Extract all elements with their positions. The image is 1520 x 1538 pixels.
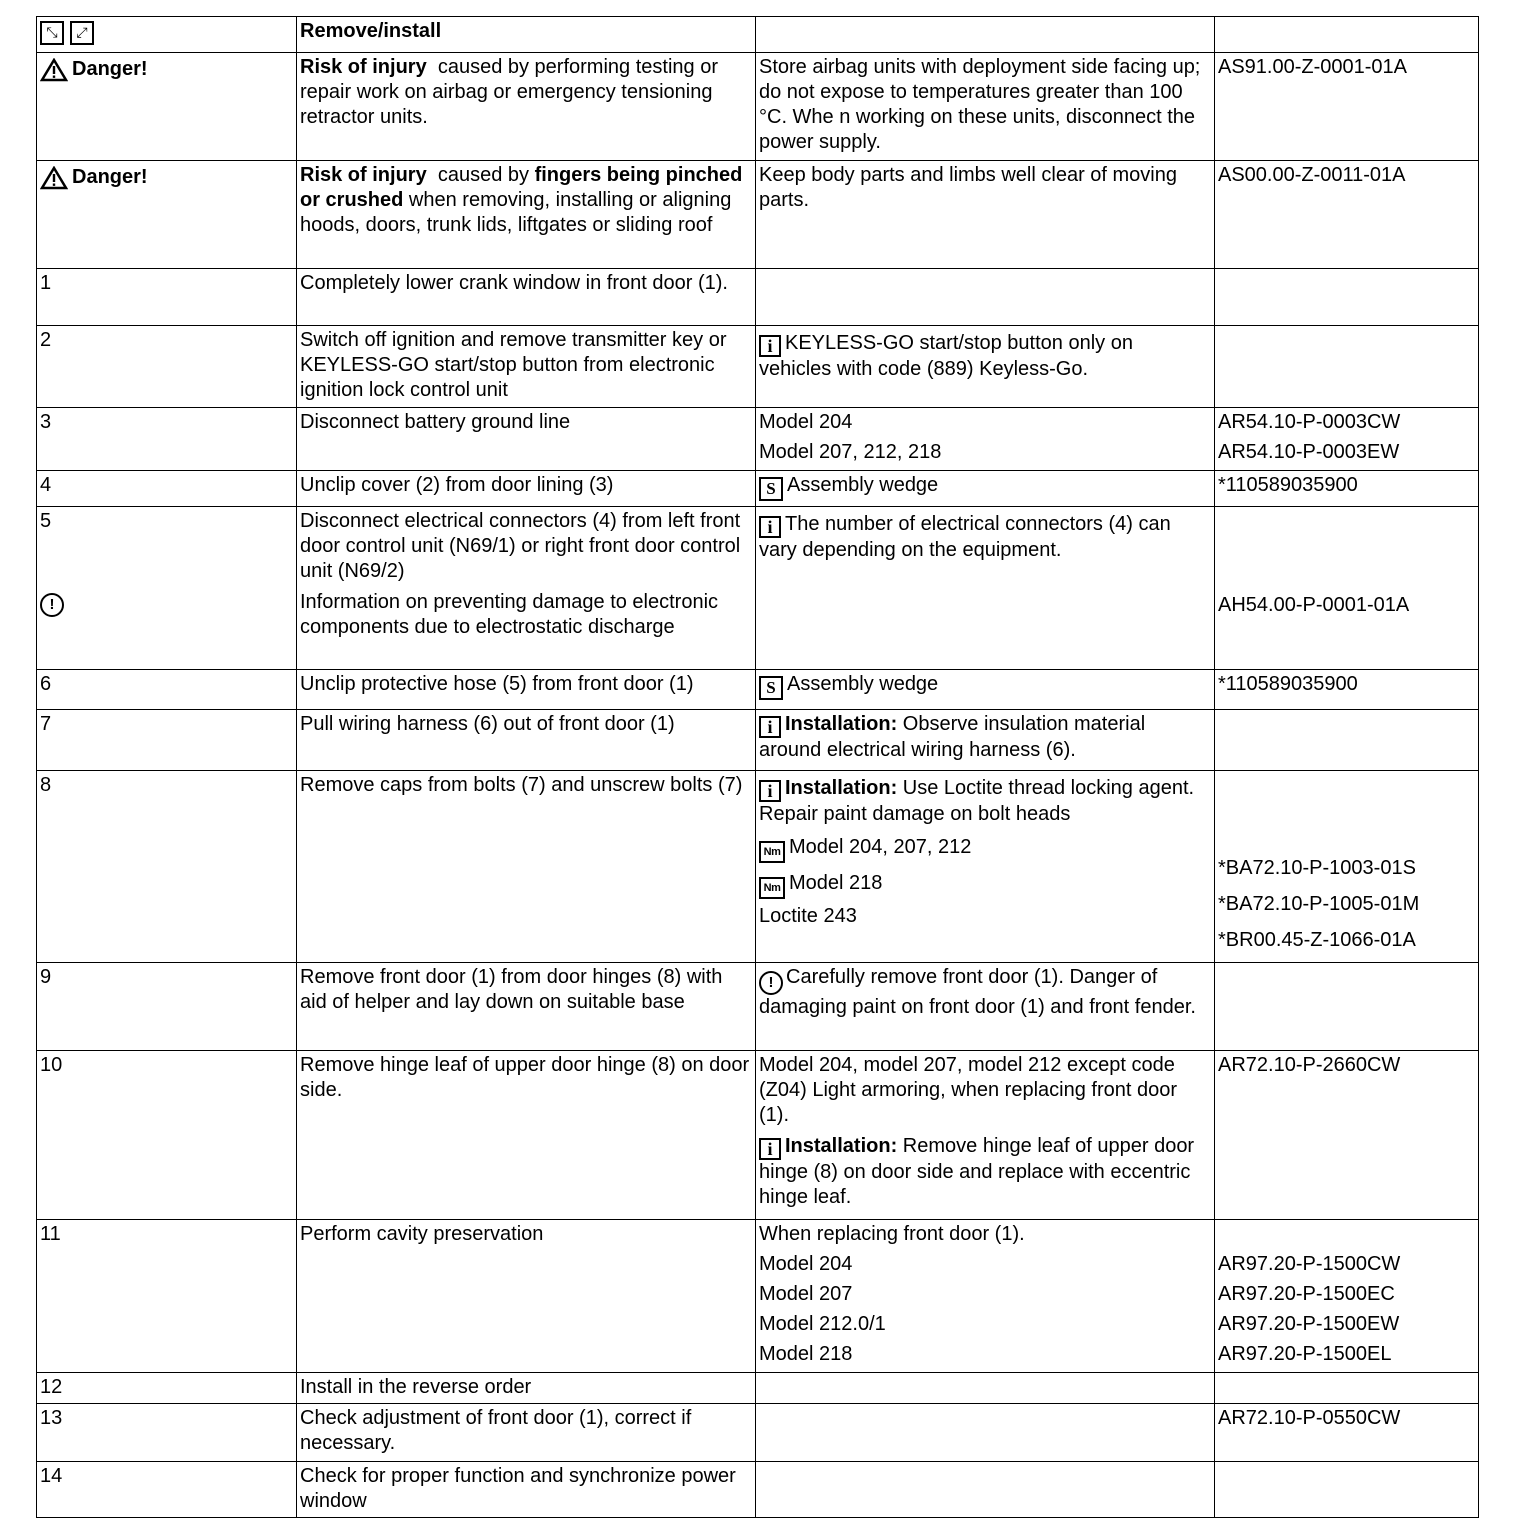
step-text: Unclip protective hose (5) from front door (1) [297, 670, 756, 710]
step-text: Remove front door (1) from door hinges (8) with aid of helper and lay down on suitable base [297, 963, 756, 1051]
danger-row-airbag [37, 53, 1479, 161]
ref-code: AR72.10-P-0550CW [1215, 1404, 1479, 1462]
step-num: 11 [37, 1220, 297, 1373]
assembly-wedge-icon: S [759, 477, 783, 501]
tool-note: Assembly wedge [787, 673, 939, 695]
ref-code: *BA72.10-P-1003-01S [1218, 857, 1416, 879]
step-row-1 [37, 269, 1479, 326]
step-note: The number of electrical connectors (4) can vary depending on the equipment. [759, 513, 1171, 561]
info-icon: i [759, 1138, 781, 1160]
installation-label: Installation: [785, 713, 898, 735]
info-icon: i [759, 516, 781, 538]
step-num: 2 [37, 326, 297, 408]
step-row-3 [37, 408, 1479, 471]
step-num: 6 [37, 670, 297, 710]
ref-code: *BR00.45-Z-1066-01A [1218, 929, 1416, 951]
torque-icon: Nm [759, 841, 785, 863]
model-note: Model 207, 212, 218 [759, 441, 942, 463]
danger-row-pinch [37, 161, 1479, 269]
ref-code: AR97.20-P-1500EW [1218, 1313, 1400, 1335]
torque-icon: Nm [759, 877, 785, 899]
step-num: 7 [37, 710, 297, 771]
assembly-wedge-icon: S [759, 676, 783, 700]
model-note: Model 207 [759, 1283, 853, 1305]
step-row-11 [37, 1220, 1479, 1373]
risk-bold: Risk of injury [300, 164, 427, 186]
model-note: Model 204 [759, 411, 853, 433]
step-row-8 [37, 771, 1479, 963]
header-empty-4 [1215, 17, 1479, 53]
step-text: Remove hinge leaf of upper door hinge (8) on door side. [297, 1051, 756, 1220]
risk-text-mid: caused by [437, 164, 529, 186]
ref-code: *110589035900 [1215, 670, 1479, 710]
risk-bold: Risk of injury [300, 56, 427, 78]
ref-code: AR97.20-P-1500CW [1218, 1253, 1401, 1275]
ref-code: AR97.20-P-1500EL [1218, 1343, 1392, 1365]
model-note: Model 204 [759, 1253, 853, 1275]
header-row [37, 17, 1479, 53]
assembly-view-icon: ⤢ [70, 21, 94, 45]
step-num: 3 [37, 408, 297, 471]
step-num: 13 [37, 1404, 297, 1462]
step-note: When replacing front door (1). [759, 1223, 1025, 1245]
warning-triangle-icon [40, 58, 68, 82]
step-text: Disconnect electrical connectors (4) from left front door control unit (N69/1) or right front door control unit (N69/2) [300, 510, 741, 582]
step-row-7 [37, 710, 1479, 771]
danger-note: Store airbag units with deployment side facing up; do not expose to temperatures greater than 100 °C. Whe n working on these units, disconnect the power supply. [756, 53, 1215, 161]
installation-label: Installation: [785, 777, 898, 799]
step-row-6 [37, 670, 1479, 710]
step-note: KEYLESS-GO start/stop button only on vehicles with code (889) Keyless-Go. [759, 332, 1133, 380]
step-num: 8 [37, 771, 297, 963]
loctite-note: Loctite 243 [759, 905, 857, 927]
ref-code: AH54.00-P-0001-01A [1218, 594, 1410, 616]
caution-icon: ! [759, 971, 783, 995]
exploded-view-icon: ⤡ [40, 21, 64, 45]
model-note: Model 218 [759, 1343, 853, 1365]
danger-ref: AS00.00-Z-0011-01A [1215, 161, 1479, 269]
step-num: 14 [37, 1462, 297, 1518]
info-icon: i [759, 716, 781, 738]
step-note: Model 204, model 207, model 212 except code (Z04) Light armoring, when replacing front door (1). [759, 1054, 1177, 1126]
header-icons-cell [37, 17, 297, 53]
step-num: 4 [37, 471, 297, 507]
header-title: Remove/install [297, 17, 756, 53]
warning-triangle-icon [40, 166, 68, 190]
step-row-2 [37, 326, 1479, 408]
step-text: Completely lower crank window in front door (1). [297, 269, 756, 326]
risk-text: caused by performing testing or repair work on airbag or emergency tensioning retractor units. [300, 56, 718, 128]
installation-label: Installation: [785, 1135, 898, 1157]
step-text: Pull wiring harness (6) out of front door (1) [297, 710, 756, 771]
step-note: Carefully remove front door (1). Danger of damaging paint on front door (1) and front fender. [759, 966, 1196, 1018]
info-icon: i [759, 780, 781, 802]
step-note-2: Repair paint damage on bolt heads [759, 803, 1071, 825]
ref-code: AR54.10-P-0003EW [1218, 441, 1400, 463]
model-note: Model 218 [789, 872, 883, 894]
step-text: Remove caps from bolts (7) and unscrew bolts (7) [297, 771, 756, 963]
procedure-table [36, 16, 1479, 1518]
ref-code: AR72.10-P-2660CW [1215, 1051, 1479, 1220]
ref-code: *BA72.10-P-1005-01M [1218, 893, 1420, 915]
esd-caution-icon: ! [40, 593, 64, 617]
header-empty-3 [756, 17, 1215, 53]
step-row-14 [37, 1462, 1479, 1518]
step-note: Use Loctite thread locking agent. [902, 777, 1195, 799]
step-row-12 [37, 1373, 1479, 1404]
step-text: Install in the reverse order [297, 1373, 756, 1404]
step-row-13 [37, 1404, 1479, 1462]
step-text-2: Information on preventing damage to electronic components due to electrostatic discharge [300, 591, 719, 638]
step-row-5 [37, 507, 1479, 670]
danger-ref: AS91.00-Z-0001-01A [1215, 53, 1479, 161]
step-num: 12 [37, 1373, 297, 1404]
ref-code: AR97.20-P-1500EC [1218, 1283, 1395, 1305]
model-note: Model 204, 207, 212 [789, 836, 972, 858]
risk-emph: fingers being pinched or crushed [300, 164, 743, 211]
danger-note: Keep body parts and limbs well clear of moving parts. [756, 161, 1215, 269]
tool-note: Assembly wedge [787, 474, 939, 496]
step-text: Disconnect battery ground line [297, 408, 756, 471]
step-text: Unclip cover (2) from door lining (3) [297, 471, 756, 507]
step-text: Switch off ignition and remove transmitter key or KEYLESS-GO start/stop button from electronic ignition lock control unit [297, 326, 756, 408]
step-note-2: Remove hinge leaf of upper door hinge (8) on door side and replace with eccentric hinge leaf. [759, 1135, 1195, 1208]
risk-text: when removing, installing or aligning hoods, doors, trunk lids, liftgates or sliding roof [300, 189, 732, 236]
step-row-4 [37, 471, 1479, 507]
step-text: Perform cavity preservation [297, 1220, 756, 1373]
step-num: 5 [40, 510, 52, 532]
ref-code: *110589035900 [1215, 471, 1479, 507]
step-num: 10 [37, 1051, 297, 1220]
step-num: 1 [37, 269, 297, 326]
step-row-10 [37, 1051, 1479, 1220]
info-icon: i [759, 335, 781, 357]
step-num: 9 [37, 963, 297, 1051]
danger-label: Danger! [72, 166, 148, 188]
danger-label: Danger! [72, 58, 148, 80]
step-text: Check for proper function and synchronize power window [297, 1462, 756, 1518]
ref-code: AR54.10-P-0003CW [1218, 411, 1401, 433]
model-note: Model 212.0/1 [759, 1313, 886, 1335]
step-row-9 [37, 963, 1479, 1051]
step-note: Observe insulation material around electrical wiring harness (6). [759, 713, 1146, 761]
step-text: Check adjustment of front door (1), correct if necessary. [297, 1404, 756, 1462]
